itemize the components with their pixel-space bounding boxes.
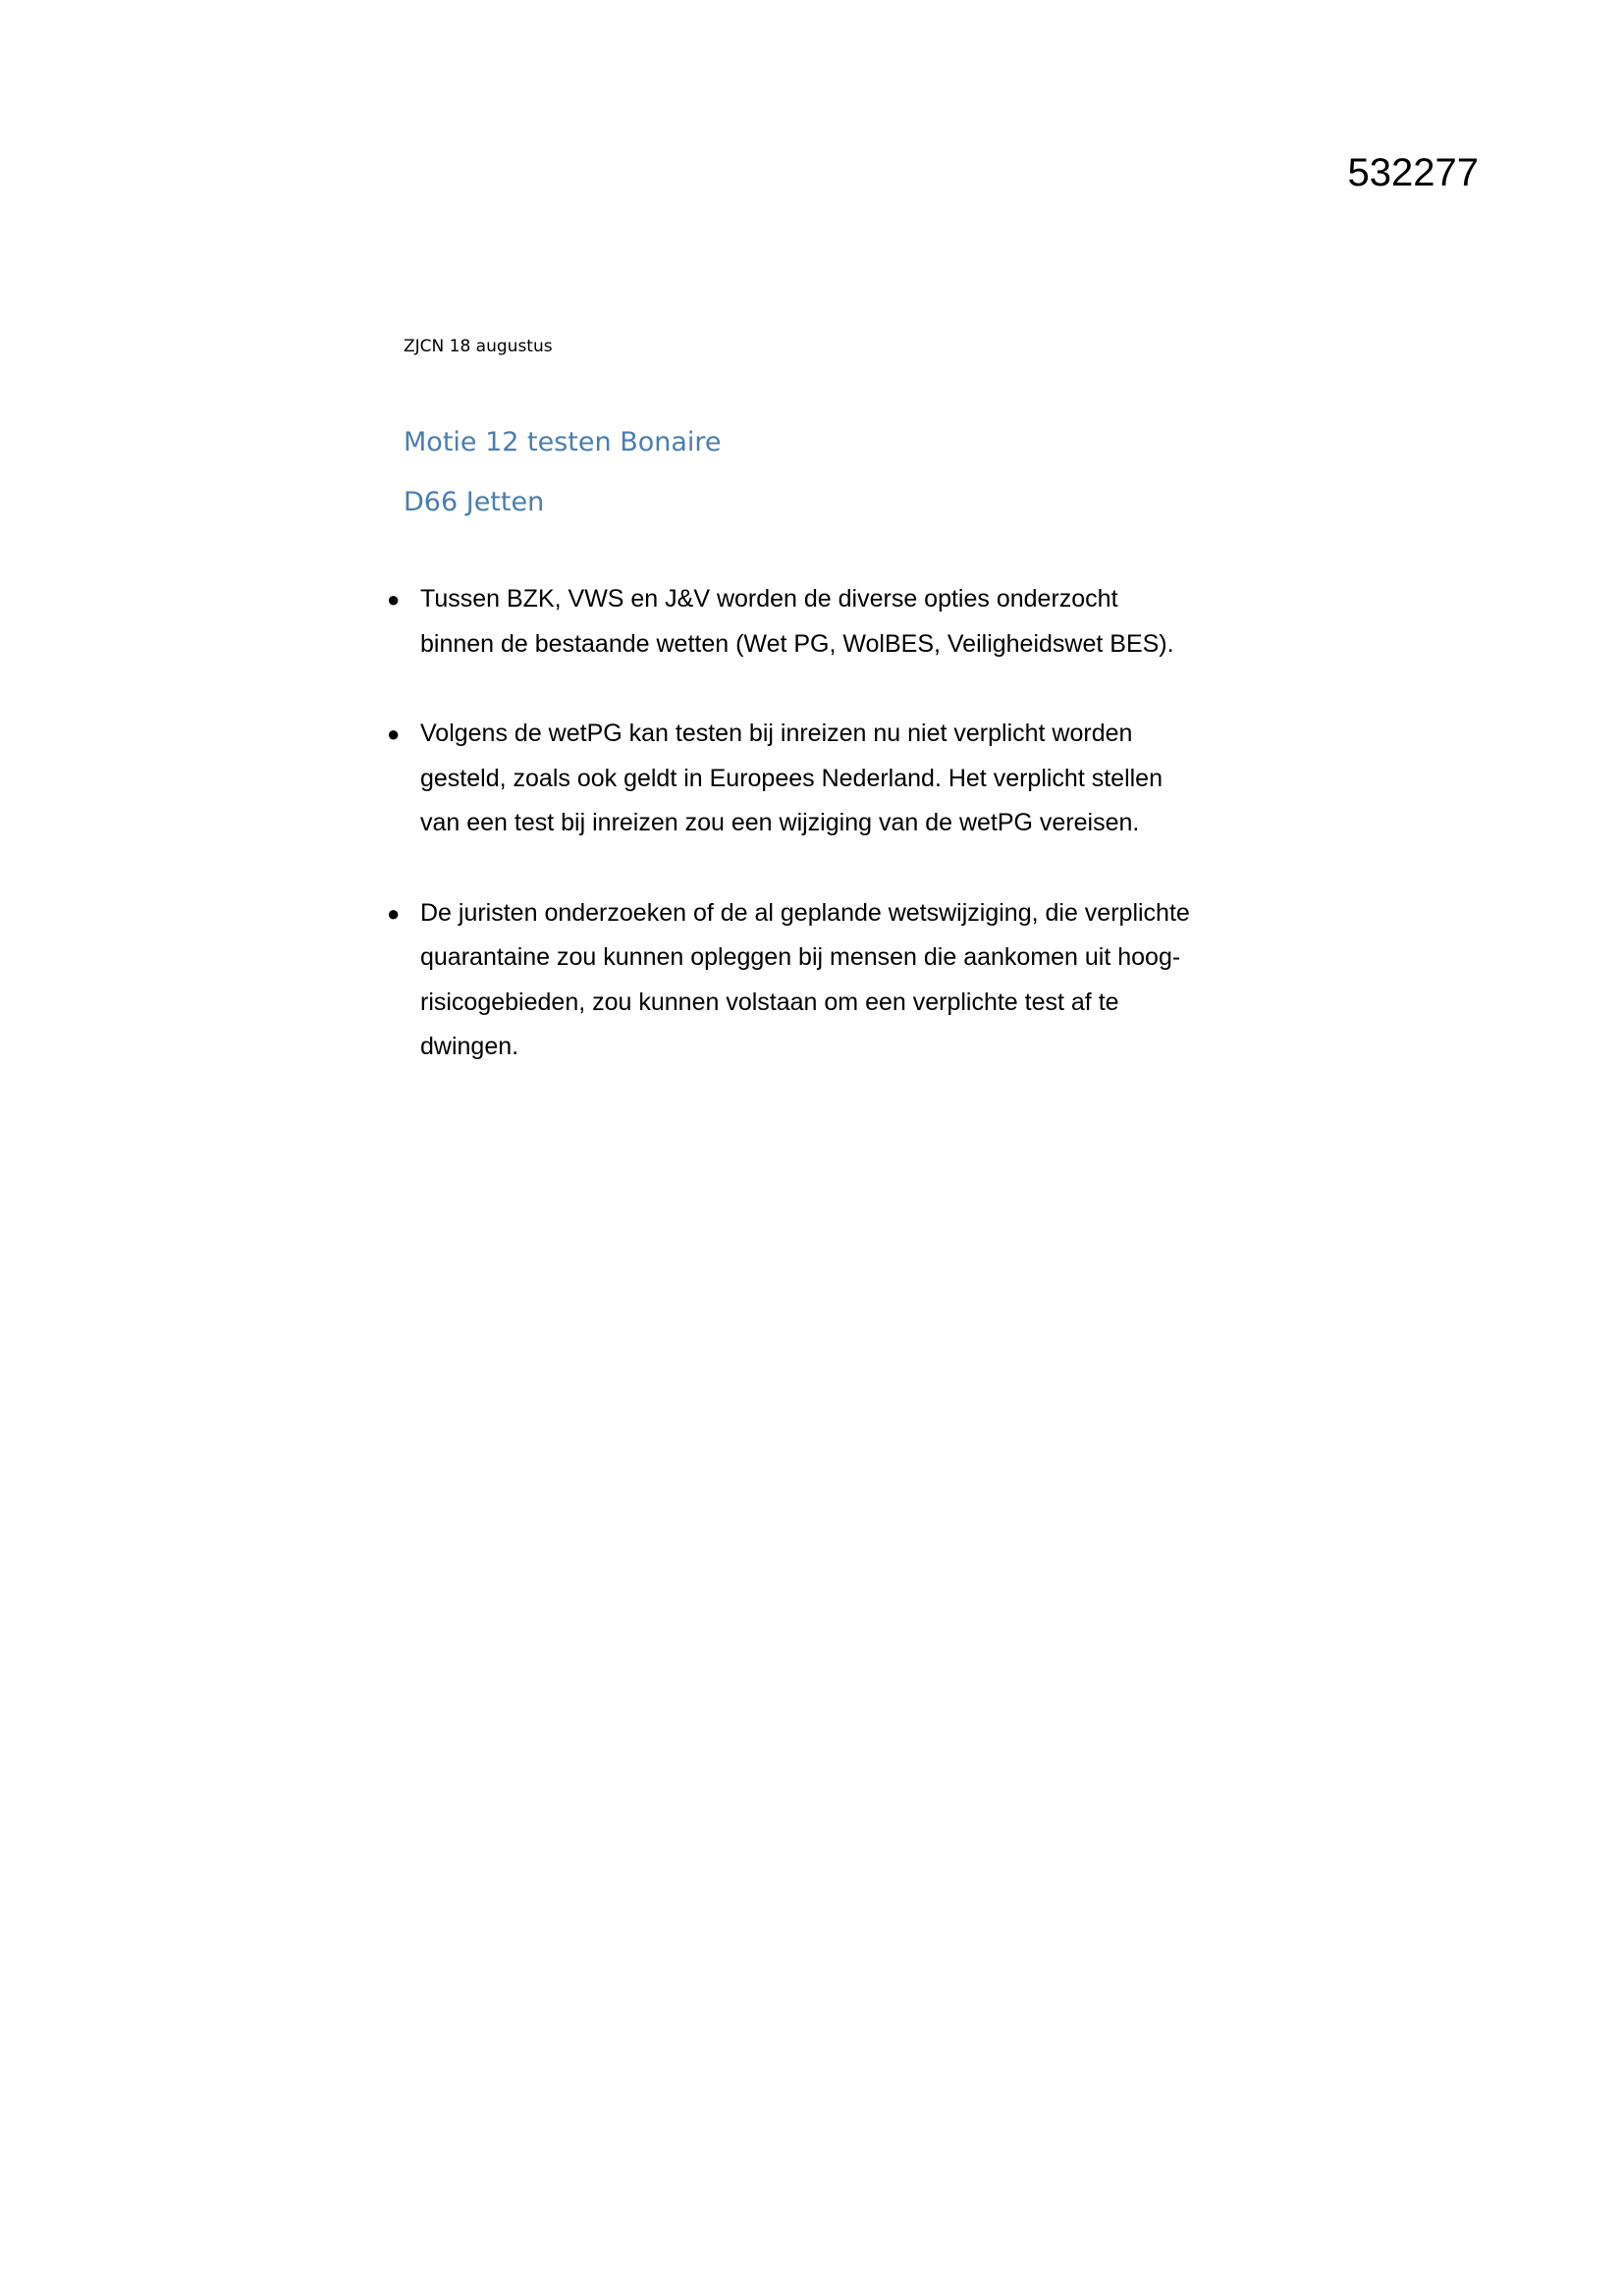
bullet-icon: ● bbox=[387, 721, 401, 746]
list-item bbox=[383, 577, 1247, 667]
bullet-list bbox=[383, 577, 1247, 1115]
bullet-text-line: binnen de bestaande wetten (Wet PG, WolBES, Veiligheidswet BES). bbox=[420, 629, 1174, 658]
meta-line: ZJCN 18 augustus bbox=[404, 337, 553, 356]
bullet-text-line: Volgens de wetPG kan testen bij inreizen nu niet verplicht worden bbox=[420, 720, 1133, 747]
bullet-text-line: quarantaine zou kunnen opleggen bij mensen die aankomen uit hoog- bbox=[420, 943, 1181, 971]
list-item bbox=[383, 712, 1247, 846]
bullet-text-line: Tussen BZK, VWS en J&V worden de diverse opties onderzocht bbox=[420, 585, 1118, 613]
bullet-text-line: dwingen. bbox=[420, 1033, 519, 1060]
bullet-text-line: van een test bij inreizen zou een wijziging van de wetPG vereisen. bbox=[420, 809, 1140, 836]
list-item bbox=[383, 891, 1247, 1070]
document-subtitle: D66 Jetten bbox=[404, 487, 545, 517]
bullet-text-line: De juristen onderzoeken of de al geplande wetswijziging, die verplichte bbox=[420, 898, 1190, 927]
bullet-icon: ● bbox=[387, 587, 401, 612]
document-title: Motie 12 testen Bonaire bbox=[404, 427, 722, 457]
bullet-text-line: risicogebieden, zou kunnen volstaan om een verplichte test af te bbox=[420, 988, 1119, 1016]
bullet-text-line: gesteld, zoals ook geldt in Europees Nederland. Het verplicht stellen bbox=[420, 764, 1163, 792]
bullet-icon: ● bbox=[387, 900, 401, 926]
document-number: 532277 bbox=[1347, 151, 1479, 194]
